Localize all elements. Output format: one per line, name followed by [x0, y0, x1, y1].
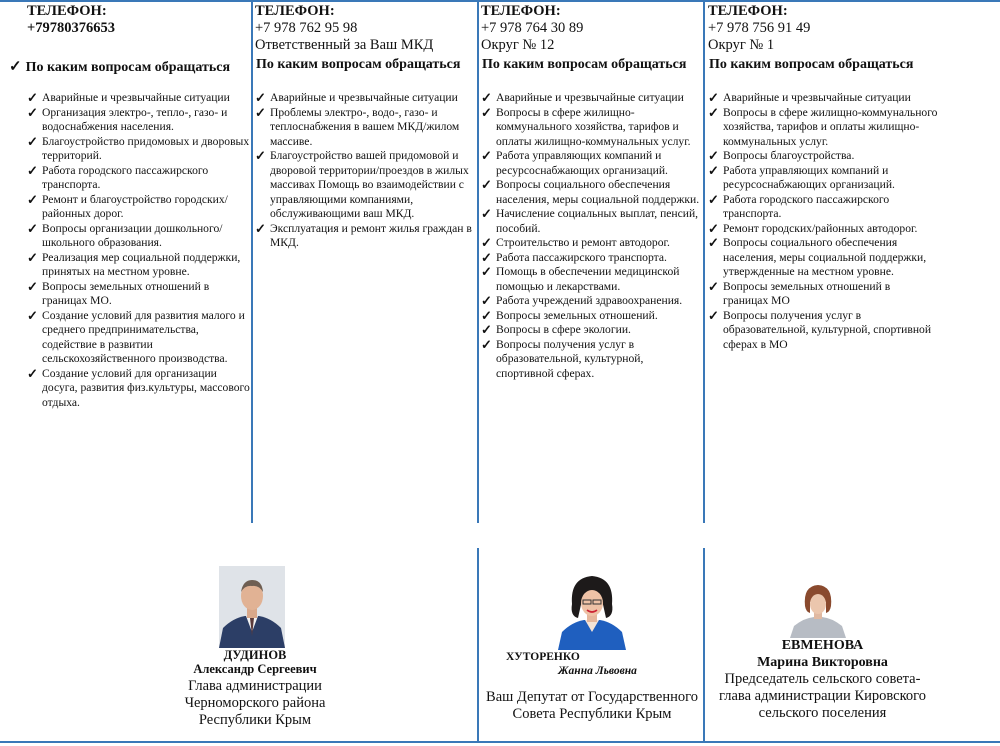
portrait-icon — [556, 570, 628, 650]
checkmark-icon: ✓ — [481, 90, 492, 105]
person-name: Жанна Львовна — [558, 665, 637, 677]
checkmark-icon: ✓ — [481, 249, 492, 265]
topic-item-text: Начисление социальных выплат, пенсий, пособий. — [496, 207, 699, 235]
checkmark-icon: ✓ — [481, 322, 492, 337]
topic-item-text: Строительство и ремонт автодорог. — [496, 236, 670, 249]
checkmark-icon: ✓ — [255, 104, 266, 120]
person-role-khutorenko — [482, 689, 702, 723]
portrait-icon — [788, 580, 848, 638]
phone-number[interactable]: +7 978 756 91 49 — [708, 20, 811, 36]
topic-item — [708, 236, 938, 280]
top-rule — [0, 0, 1000, 2]
topic-item — [708, 222, 938, 237]
person-photo-evmenova — [788, 580, 848, 638]
topic-item-text: Аварийные и чрезвычайные ситуации — [723, 91, 911, 104]
phone-label: ТЕЛЕФОН: — [481, 3, 561, 19]
topic-item — [27, 280, 252, 309]
person-role-line: Глава администрации — [188, 678, 322, 694]
topic-item-text: Вопросы земельных отношений в границах МО. — [42, 279, 210, 307]
person-surname: ХУТОРЕНКО — [506, 651, 580, 663]
topic-item-text: Аварийные и чрезвычайные ситуации — [42, 91, 230, 104]
checkmark-icon: ✓ — [27, 249, 38, 265]
topic-item-text: Вопросы социального обеспечения населения, меры социальной поддержки. — [496, 178, 700, 206]
topic-item-text: Работа пассажирского транспорта. — [496, 250, 667, 264]
checkmark-icon: ✓ — [27, 307, 38, 323]
topic-item — [255, 106, 475, 150]
topic-item — [27, 309, 252, 367]
bottom-rule — [0, 741, 1000, 743]
topic-item — [255, 222, 475, 251]
checkmark-icon: ✓ — [481, 307, 492, 323]
portrait-icon — [219, 566, 285, 648]
checkmark-icon: ✓ — [481, 336, 492, 352]
topic-item-text: Вопросы получения услуг в образовательной, культурной, спортивной сферах в МО — [723, 308, 932, 351]
checkmark-icon: ✓ — [481, 206, 492, 221]
topic-list-2 — [255, 91, 475, 251]
divider-2 — [477, 0, 479, 523]
topic-item — [708, 106, 938, 150]
divider-3 — [703, 0, 705, 523]
divider-2-lower — [477, 548, 479, 741]
checkmark-icon: ✓ — [481, 293, 492, 308]
checkmark-icon: ✓ — [27, 220, 38, 236]
topic-item — [708, 164, 938, 193]
checkmark-icon: ✓ — [481, 177, 492, 192]
topic-item-text: Вопросы в сфере жилищно-коммунального хозяйства, тарифов и оплаты жилищно-коммунальных услуг. — [496, 105, 691, 148]
person-role-line: Ваш Депутат от Государственного — [486, 689, 698, 705]
checkmark-icon: ✓ — [27, 133, 38, 149]
contact-column-4 — [708, 3, 938, 54]
topic-item-text: Помощь в обеспечении медицинской помощью и лекарствами. — [496, 265, 680, 293]
topic-item-text: Работа учреждений здравоохранения. — [496, 294, 683, 307]
phone-number[interactable]: +79780376653 — [27, 20, 116, 36]
topic-item-text: Вопросы земельных отношений. — [496, 308, 658, 322]
checkmark-icon: ✓ — [481, 148, 492, 163]
person-card-khutorenko — [490, 650, 660, 678]
topic-item-text: Благоустройство придомовых и дворовых территорий. — [42, 134, 250, 162]
topic-item-text: Вопросы организации дошкольного/ школьного образования. — [42, 221, 223, 249]
topic-item — [708, 309, 938, 353]
topic-item-text: Работа управляющих компаний и ресурсоснабжающих организаций. — [723, 163, 895, 191]
questions-heading-1: ✓ По каким вопросам обращаться — [9, 59, 231, 75]
topic-item — [481, 323, 701, 338]
phone-number[interactable]: +7 978 764 30 89 — [481, 20, 584, 36]
topic-item-text: Организация электро-, тепло-, газо- и водоснабжения населения. — [42, 105, 228, 133]
topic-item — [481, 149, 701, 178]
topic-item — [255, 149, 475, 222]
checkmark-icon: ✓ — [27, 191, 38, 207]
phone-label: ТЕЛЕФОН: — [708, 3, 788, 19]
questions-heading-2: По каким вопросам обращаться — [256, 57, 461, 72]
checkmark-icon: ✓ — [255, 220, 266, 236]
topic-item — [27, 367, 252, 411]
topic-item — [27, 91, 252, 106]
checkmark-icon: ✓ — [708, 235, 719, 250]
checkmark-icon: ✓ — [27, 162, 38, 178]
checkmark-icon: ✓ — [255, 90, 266, 105]
topic-item-text: Вопросы благоустройства. — [723, 149, 855, 162]
topic-item-text: Аварийные и чрезвычайные ситуации — [270, 91, 458, 104]
person-card-dudinov — [160, 648, 350, 729]
questions-heading-3: По каким вопросам обращаться — [482, 57, 687, 72]
checkmark-icon: ✓ — [27, 365, 38, 381]
topic-item — [708, 149, 938, 164]
phone-label: ТЕЛЕФОН: — [255, 3, 335, 19]
person-surname: ЕВМЕНОВА — [781, 638, 864, 653]
topic-item-text: Реализация мер социальной поддержки, принятых на местном уровне. — [42, 250, 241, 278]
checkmark-icon: ✓ — [27, 90, 38, 105]
topic-item — [708, 91, 938, 106]
person-name: Александр Сергеевич — [193, 662, 317, 676]
checkmark-icon: ✓ — [481, 264, 492, 279]
checkmark-icon: ✓ — [708, 307, 719, 323]
topic-list-3 — [481, 91, 701, 381]
person-surname: ДУДИНОВ — [223, 648, 287, 662]
checkmark-icon: ✓ — [27, 104, 38, 120]
person-card-evmenova — [705, 638, 940, 722]
topic-item — [481, 251, 701, 266]
topic-item-text: Работа городского пассажирского транспорта. — [723, 192, 890, 220]
topic-item — [708, 280, 938, 309]
topic-item-text: Создание условий для развития малого и среднего предпринимательства, содействие в развитии сельскохозяйственного производства. — [42, 308, 245, 365]
topic-item-text: Аварийные и чрезвычайные ситуации — [496, 91, 684, 104]
person-role-line: Черноморского района — [184, 695, 326, 711]
topic-item-text: Работа городского пассажирского транспорта. — [42, 163, 209, 191]
topic-item — [27, 106, 252, 135]
topic-item-text: Создание условий для организации досуга, развития физ.культуры, массового отдыха. — [42, 366, 250, 409]
topic-item — [481, 91, 701, 106]
column-subtitle: Ответственный за Ваш МКД — [255, 37, 434, 53]
person-role-line: Совета Республики Крым — [512, 706, 672, 722]
checkmark-icon: ✓ — [27, 278, 38, 294]
checkmark-icon: ✓ — [9, 59, 22, 75]
topic-item — [481, 294, 701, 309]
phone-label: ТЕЛЕФОН: — [27, 3, 107, 19]
topic-item — [27, 135, 252, 164]
topic-item — [708, 193, 938, 222]
checkmark-icon: ✓ — [708, 90, 719, 105]
topic-item — [27, 222, 252, 251]
topic-item — [481, 265, 701, 294]
topic-item — [481, 338, 701, 382]
checkmark-icon: ✓ — [481, 104, 492, 120]
person-name: Марина Викторовна — [757, 655, 888, 670]
topic-item-text: Работа управляющих компаний и ресурсоснабжающих организаций. — [496, 149, 668, 177]
topic-item-text: Вопросы социального обеспечения населения, меры социальной поддержки, утвержденные на местном уровне. — [723, 236, 927, 278]
topic-item-text: Вопросы в сфере экологии. — [496, 323, 631, 336]
checkmark-icon: ✓ — [481, 235, 492, 250]
topic-item-text: Вопросы в сфере жилищно-коммунального хозяйства, тарифов и оплаты жилищно-коммунальных услуг. — [723, 105, 938, 148]
topic-item — [481, 106, 701, 150]
topic-item-text: Проблемы электро-, водо-, газо- и теплоснабжения в вашем МКД/жилом массиве. — [270, 105, 460, 148]
topic-item-text: Благоустройство вашей придомовой и дворовой территории/проездов в жилых массивах Помощь во взаимодействии с управляющими компаниями, обслуживающими ваш МКД. — [270, 149, 469, 220]
person-photo-dudinov — [219, 566, 285, 648]
person-role-line: Республики Крым — [198, 712, 312, 728]
checkmark-icon: ✓ — [255, 148, 266, 163]
topic-item — [481, 309, 701, 324]
topic-item-text: Вопросы получения услуг в образовательной, культурной, спортивной сферах. — [496, 337, 644, 380]
checkmark-icon: ✓ — [708, 278, 719, 294]
contact-column-2 — [255, 3, 477, 54]
checkmark-icon: ✓ — [708, 148, 719, 163]
topic-item — [255, 91, 475, 106]
column-subtitle: Округ № 12 — [481, 37, 555, 53]
topic-item — [27, 193, 252, 222]
checkmark-icon: ✓ — [708, 220, 719, 236]
column-subtitle: Округ № 1 — [708, 37, 775, 53]
checkmark-icon: ✓ — [708, 104, 719, 120]
person-role-line: сельского поселения — [758, 705, 887, 721]
checkmark-icon: ✓ — [708, 162, 719, 178]
topic-item — [481, 178, 701, 207]
topic-item — [481, 236, 701, 251]
topic-item — [481, 207, 701, 236]
person-role-line: Председатель сельского совета- — [724, 671, 921, 687]
person-role-line: глава администрации Кировского — [719, 688, 926, 704]
person-photo-khutorenko — [556, 570, 628, 650]
contact-column-3 — [481, 3, 703, 54]
topic-list-4 — [708, 91, 938, 352]
topic-item — [27, 164, 252, 193]
topic-item-text: Ремонт городских/районных автодорог. — [723, 221, 918, 235]
topic-list-1 — [27, 91, 252, 410]
questions-heading-4: По каким вопросам обращаться — [709, 57, 914, 72]
topic-item-text: Вопросы земельных отношений в границах МО — [723, 279, 891, 307]
contact-column-1 — [27, 3, 252, 37]
topic-item — [27, 251, 252, 280]
phone-number[interactable]: +7 978 762 95 98 — [255, 20, 358, 36]
topic-item-text: Ремонт и благоустройство городских/ районных дорог. — [42, 192, 228, 220]
checkmark-icon: ✓ — [708, 191, 719, 207]
topic-item-text: Эксплуатация и ремонт жилья граждан в МКД. — [270, 221, 472, 249]
